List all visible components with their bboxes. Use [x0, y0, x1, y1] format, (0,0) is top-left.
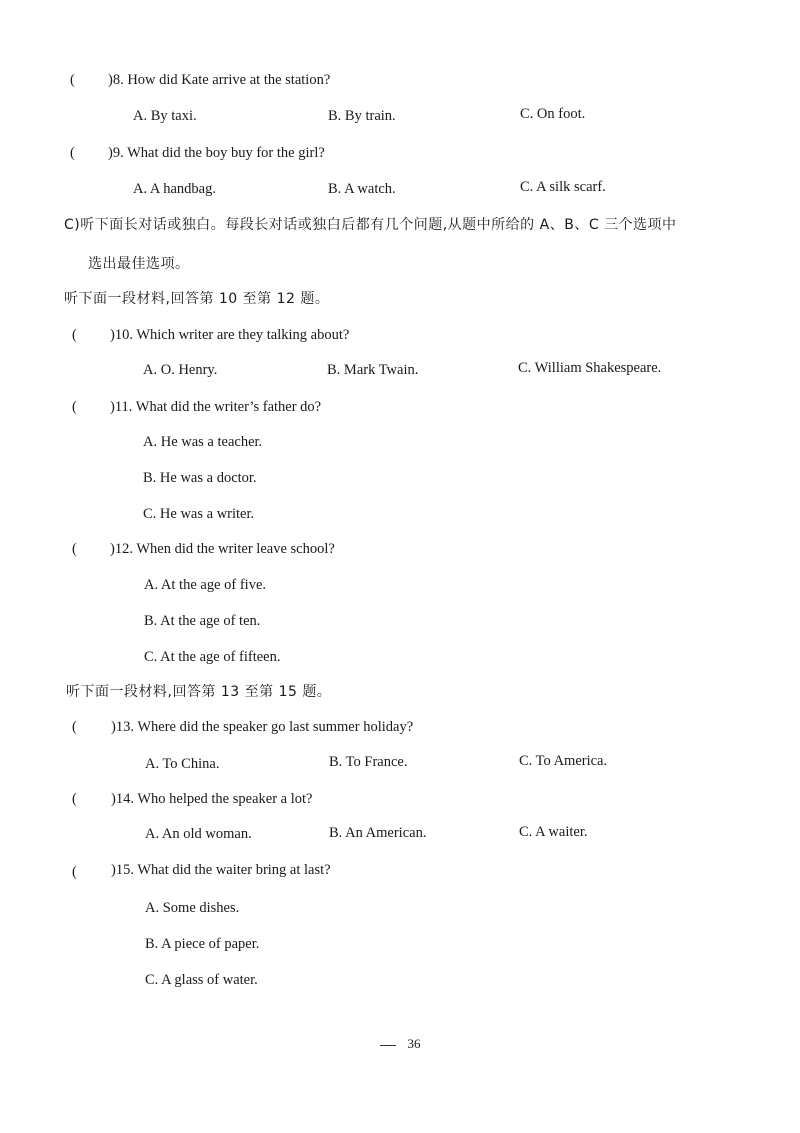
option-a: A. At the age of five.: [144, 577, 267, 593]
option-b: B. A piece of paper.: [145, 936, 260, 952]
answer-blank[interactable]: (: [70, 72, 75, 88]
answer-blank[interactable]: (: [72, 399, 77, 415]
option-a: A. O. Henry.: [143, 362, 218, 378]
option-c: C. A glass of water.: [145, 972, 258, 988]
option-b: B. He was a doctor.: [143, 470, 257, 486]
section-c-instruction-cont: 选出最佳选项。: [88, 256, 190, 272]
answer-blank[interactable]: (: [72, 719, 77, 735]
section-c-instruction: C)听下面长对话或独白。每段长对话或独白后都有几个问题,从题中所给的 A、B、C 三个选项中: [64, 217, 677, 233]
question-text: )11. What did the writer’s father do?: [110, 399, 322, 415]
option-b: B. To France.: [329, 754, 408, 770]
page-footer: [0, 1036, 800, 1052]
option-c: C. A waiter.: [519, 824, 588, 840]
answer-blank[interactable]: (: [72, 791, 77, 807]
question-text: )9. What did the boy buy for the girl?: [108, 145, 325, 161]
answer-blank[interactable]: (: [70, 145, 75, 161]
answer-blank[interactable]: (: [72, 864, 77, 880]
question-text: )8. How did Kate arrive at the station?: [108, 72, 331, 88]
option-c: C. A silk scarf.: [520, 179, 606, 195]
material-heading-2: 听下面一段材料,回答第 13 至第 15 题。: [66, 684, 332, 700]
option-b: B. By train.: [328, 108, 396, 124]
question-text: )14. Who helped the speaker a lot?: [111, 791, 313, 807]
option-a: A. Some dishes.: [145, 900, 240, 916]
option-c: C. He was a writer.: [143, 506, 255, 522]
option-a: A. A handbag.: [133, 181, 216, 197]
footer-dash: [380, 1045, 396, 1046]
option-a: A. To China.: [145, 756, 220, 772]
question-text: )10. Which writer are they talking about?: [110, 327, 350, 343]
option-c: C. At the age of fifteen.: [144, 649, 281, 665]
page-number: 36: [407, 1036, 421, 1051]
option-a: A. An old woman.: [145, 826, 252, 842]
question-text: )12. When did the writer leave school?: [110, 541, 335, 557]
option-b: B. Mark Twain.: [327, 362, 419, 378]
question-text: )13. Where did the speaker go last summer holiday?: [111, 719, 414, 735]
answer-blank[interactable]: (: [72, 327, 77, 343]
option-c: C. William Shakespeare.: [518, 360, 662, 376]
option-a: A. He was a teacher.: [143, 434, 263, 450]
question-text: )15. What did the waiter bring at last?: [111, 862, 331, 878]
answer-blank[interactable]: (: [72, 541, 77, 557]
material-heading-1: 听下面一段材料,回答第 10 至第 12 题。: [64, 291, 330, 307]
option-b: B. A watch.: [328, 181, 396, 197]
option-a: A. By taxi.: [133, 108, 197, 124]
option-b: B. At the age of ten.: [144, 613, 261, 629]
option-b: B. An American.: [329, 825, 427, 841]
option-c: C. To America.: [519, 753, 608, 769]
option-c: C. On foot.: [520, 106, 586, 122]
